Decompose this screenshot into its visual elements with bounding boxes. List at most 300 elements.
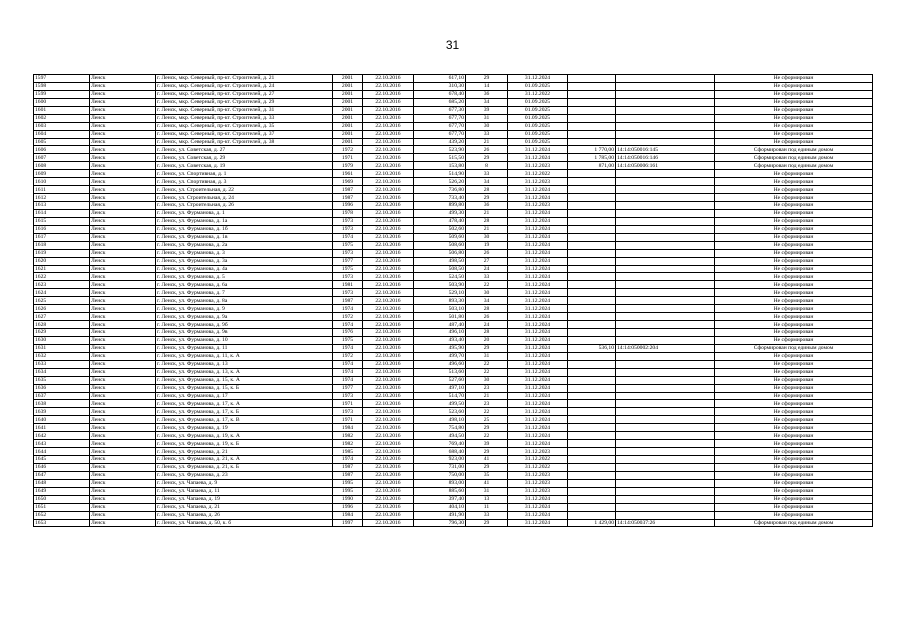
build-year-cell: 1982	[333, 432, 363, 440]
residents-cell: 22	[466, 368, 508, 376]
cadastral-number-cell	[616, 321, 715, 329]
settlement-cell: Ленск	[90, 241, 156, 249]
row-number-cell: 1616	[34, 225, 90, 233]
row-number-cell: 1600	[34, 98, 90, 106]
table-row	[34, 233, 873, 241]
settlement-cell: Ленск	[90, 289, 156, 297]
area-cell: 509,60	[414, 233, 466, 241]
address-cell: г. Ленск, ул. Фурманова, д. 3	[156, 249, 333, 257]
residents-cell: 29	[466, 344, 508, 352]
address-cell: г. Ленск, ул. Фурманова, д. 1	[156, 209, 333, 217]
address-cell: г. Ленск, ул. Фурманова, д. 3а	[156, 257, 333, 265]
table-row	[34, 376, 873, 384]
row-number-cell: 1639	[34, 408, 90, 416]
inclusion-date-cell: 22.10.2016	[363, 376, 414, 384]
table-row	[34, 217, 873, 225]
row-number-cell: 1652	[34, 511, 90, 519]
row-number-cell: 1615	[34, 217, 90, 225]
table-row	[34, 487, 873, 495]
cadastral-number-cell	[616, 479, 715, 487]
table-row	[34, 321, 873, 329]
build-year-cell: 1984	[333, 511, 363, 519]
inclusion-date-cell: 22.10.2016	[363, 289, 414, 297]
build-year-cell: 1995	[333, 479, 363, 487]
deadline-cell: 31.12.2024	[508, 408, 568, 416]
row-number-cell: 1601	[34, 106, 90, 114]
land-status-cell: Не сформирован	[715, 289, 873, 297]
settlement-cell: Ленск	[90, 90, 156, 98]
area-cell: 503,10	[414, 305, 466, 313]
row-number-cell: 1608	[34, 162, 90, 170]
cadastral-number-cell	[616, 122, 715, 130]
settlement-cell: Ленск	[90, 225, 156, 233]
inclusion-date-cell: 22.10.2016	[363, 154, 414, 162]
deadline-cell: 01.09.2025	[508, 82, 568, 90]
build-year-cell: 1987	[333, 471, 363, 479]
address-cell: г. Ленск, ул. Фурманова, д. 17, к. В	[156, 416, 333, 424]
residents-cell: 20	[466, 336, 508, 344]
address-cell: г. Ленск, ул. Советская, д. 27	[156, 146, 333, 154]
row-number-cell: 1646	[34, 463, 90, 471]
land-status-cell: Не сформирован	[715, 130, 873, 138]
cadastral-number-cell: 14:14:050002:204	[616, 344, 715, 352]
build-year-cell: 1973	[333, 249, 363, 257]
table-row	[34, 114, 873, 122]
table-row	[34, 456, 873, 464]
land-status-cell: Не сформирован	[715, 432, 873, 440]
address-cell: г. Ленск, мкр. Северный, пр-кт. Строителей, д. 37	[156, 130, 333, 138]
row-number-cell: 1606	[34, 146, 90, 154]
residents-cell: 30	[466, 289, 508, 297]
row-number-cell: 1638	[34, 400, 90, 408]
row-number-cell: 1653	[34, 519, 90, 527]
row-number-cell: 1604	[34, 130, 90, 138]
settlement-cell: Ленск	[90, 471, 156, 479]
land-area-cell	[568, 265, 616, 273]
land-area-cell	[568, 98, 616, 106]
settlement-cell: Ленск	[90, 424, 156, 432]
table-row	[34, 265, 873, 273]
deadline-cell: 31.12.2024	[508, 146, 568, 154]
residents-cell: 26	[466, 249, 508, 257]
inclusion-date-cell: 22.10.2016	[363, 273, 414, 281]
cadastral-number-cell: 14:14:050016:145	[616, 146, 715, 154]
residents-cell: 29	[466, 154, 508, 162]
row-number-cell: 1602	[34, 114, 90, 122]
deadline-cell: 31.12.2024	[508, 75, 568, 83]
cadastral-number-cell	[616, 432, 715, 440]
build-year-cell: 1972	[333, 146, 363, 154]
cadastral-number-cell	[616, 273, 715, 281]
deadline-cell: 01.09.2025	[508, 114, 568, 122]
cadastral-number-cell	[616, 225, 715, 233]
inclusion-date-cell: 22.10.2016	[363, 503, 414, 511]
inclusion-date-cell: 22.10.2016	[363, 408, 414, 416]
land-area-cell	[568, 257, 616, 265]
land-status-cell: Сформирован под единым домом	[715, 162, 873, 170]
settlement-cell: Ленск	[90, 162, 156, 170]
build-year-cell: 2001	[333, 90, 363, 98]
residents-cell: 23	[466, 400, 508, 408]
residents-cell: 36	[466, 90, 508, 98]
deadline-cell: 31.12.2024	[508, 265, 568, 273]
settlement-cell: Ленск	[90, 416, 156, 424]
area-cell: 508,60	[414, 241, 466, 249]
land-status-cell: Не сформирован	[715, 265, 873, 273]
table-row	[34, 241, 873, 249]
address-cell: г. Ленск, ул. Фурманова, д. 11, к. А	[156, 352, 333, 360]
inclusion-date-cell: 22.10.2016	[363, 336, 414, 344]
build-year-cell: 1974	[333, 368, 363, 376]
land-status-cell: Не сформирован	[715, 384, 873, 392]
inclusion-date-cell: 22.10.2016	[363, 495, 414, 503]
build-year-cell: 2001	[333, 75, 363, 83]
table-row	[34, 146, 873, 154]
cadastral-number-cell	[616, 440, 715, 448]
cadastral-number-cell	[616, 487, 715, 495]
build-year-cell: 1977	[333, 257, 363, 265]
inclusion-date-cell: 22.10.2016	[363, 297, 414, 305]
residents-cell: 29	[466, 75, 508, 83]
deadline-cell: 01.09.2025	[508, 106, 568, 114]
area-cell: 498,10	[414, 416, 466, 424]
land-status-cell: Не сформирован	[715, 202, 873, 210]
table-row	[34, 178, 873, 186]
land-area-cell	[568, 392, 616, 400]
row-number-cell: 1644	[34, 448, 90, 456]
deadline-cell: 31.12.2024	[508, 432, 568, 440]
inclusion-date-cell: 22.10.2016	[363, 233, 414, 241]
address-cell: г. Ленск, ул. Спортивная, д. 3	[156, 178, 333, 186]
table-row	[34, 329, 873, 337]
land-status-cell: Не сформирован	[715, 297, 873, 305]
address-cell: г. Ленск, ул. Фурманова, д. 19	[156, 424, 333, 432]
inclusion-date-cell: 22.10.2016	[363, 130, 414, 138]
table-row	[34, 416, 873, 424]
land-status-cell: Не сформирован	[715, 360, 873, 368]
land-status-cell: Не сформирован	[715, 138, 873, 146]
cadastral-number-cell: 14:14:050037:26	[616, 519, 715, 527]
address-cell: г. Ленск, ул. Фурманова, д. 6а	[156, 281, 333, 289]
table-row	[34, 154, 873, 162]
land-area-cell	[568, 233, 616, 241]
inclusion-date-cell: 22.10.2016	[363, 519, 414, 527]
residents-cell: 30	[466, 376, 508, 384]
inclusion-date-cell: 22.10.2016	[363, 432, 414, 440]
land-status-cell: Не сформирован	[715, 424, 873, 432]
land-area-cell	[568, 352, 616, 360]
area-cell: 487,40	[414, 321, 466, 329]
area-cell: 514,90	[414, 170, 466, 178]
land-status-cell: Сформирован под единым домом	[715, 154, 873, 162]
area-cell: 153,80	[414, 162, 466, 170]
area-cell: 523,60	[414, 408, 466, 416]
land-area-cell	[568, 503, 616, 511]
build-year-cell: 1973	[333, 392, 363, 400]
build-year-cell: 1987	[333, 186, 363, 194]
inclusion-date-cell: 22.10.2016	[363, 440, 414, 448]
address-cell: г. Ленск, ул. Фурманова, д. 4а	[156, 265, 333, 273]
row-number-cell: 1645	[34, 456, 90, 464]
deadline-cell: 01.09.2025	[508, 130, 568, 138]
build-year-cell: 1996	[333, 503, 363, 511]
settlement-cell: Ленск	[90, 170, 156, 178]
land-status-cell: Не сформирован	[715, 217, 873, 225]
row-number-cell: 1637	[34, 392, 90, 400]
land-area-cell: 1 770,00	[568, 146, 616, 154]
table-row	[34, 297, 873, 305]
inclusion-date-cell: 22.10.2016	[363, 416, 414, 424]
cadastral-number-cell	[616, 249, 715, 257]
deadline-cell: 31.12.2024	[508, 440, 568, 448]
area-cell: 923,00	[414, 456, 466, 464]
cadastral-number-cell	[616, 186, 715, 194]
cadastral-number-cell	[616, 138, 715, 146]
residents-cell: 31	[466, 352, 508, 360]
build-year-cell: 2001	[333, 130, 363, 138]
land-area-cell	[568, 400, 616, 408]
area-cell: 685,20	[414, 98, 466, 106]
settlement-cell: Ленск	[90, 194, 156, 202]
deadline-cell: 01.09.2025	[508, 98, 568, 106]
area-cell: 491,90	[414, 511, 466, 519]
land-area-cell	[568, 273, 616, 281]
land-area-cell	[568, 82, 616, 90]
cadastral-number-cell	[616, 408, 715, 416]
land-area-cell	[568, 495, 616, 503]
cadastral-number-cell	[616, 384, 715, 392]
address-cell: г. Ленск, ул. Фурманова, д. 19, к. Б	[156, 440, 333, 448]
row-number-cell: 1632	[34, 352, 90, 360]
residents-cell: 39	[466, 106, 508, 114]
row-number-cell: 1621	[34, 265, 90, 273]
area-cell: 499,50	[414, 400, 466, 408]
cadastral-number-cell	[616, 503, 715, 511]
settlement-cell: Ленск	[90, 122, 156, 130]
area-cell: 617,10	[414, 75, 466, 83]
inclusion-date-cell: 22.10.2016	[363, 360, 414, 368]
cadastral-number-cell	[616, 209, 715, 217]
inclusion-date-cell: 22.10.2016	[363, 392, 414, 400]
row-number-cell: 1611	[34, 186, 90, 194]
residents-cell: 31	[466, 114, 508, 122]
land-status-cell: Не сформирован	[715, 233, 873, 241]
land-status-cell: Не сформирован	[715, 273, 873, 281]
land-status-cell: Не сформирован	[715, 122, 873, 130]
deadline-cell: 31.12.2024	[508, 416, 568, 424]
land-status-cell: Не сформирован	[715, 416, 873, 424]
area-cell: 731,00	[414, 463, 466, 471]
inclusion-date-cell: 22.10.2016	[363, 265, 414, 273]
build-year-cell: 1987	[333, 194, 363, 202]
build-year-cell: 1973	[333, 217, 363, 225]
row-number-cell: 1629	[34, 329, 90, 337]
area-cell: 678,40	[414, 90, 466, 98]
settlement-cell: Ленск	[90, 178, 156, 186]
cadastral-number-cell	[616, 456, 715, 464]
table-row	[34, 384, 873, 392]
deadline-cell: 31.12.2024	[508, 257, 568, 265]
area-cell: 688,40	[414, 448, 466, 456]
area-cell: 523,90	[414, 146, 466, 154]
settlement-cell: Ленск	[90, 360, 156, 368]
deadline-cell: 31.12.2024	[508, 360, 568, 368]
cadastral-number-cell	[616, 217, 715, 225]
address-cell: г. Ленск, мкр. Северный, пр-кт. Строителей, д. 27	[156, 90, 333, 98]
address-cell: г. Ленск, ул. Фурманова, д. 23	[156, 471, 333, 479]
table-row	[34, 98, 873, 106]
address-cell: г. Ленск, мкр. Северный, пр-кт. Строителей, д. 29	[156, 98, 333, 106]
inclusion-date-cell: 22.10.2016	[363, 471, 414, 479]
cadastral-number-cell	[616, 241, 715, 249]
land-status-cell: Не сформирован	[715, 511, 873, 519]
deadline-cell: 31.12.2024	[508, 376, 568, 384]
table-row	[34, 194, 873, 202]
build-year-cell: 1973	[333, 289, 363, 297]
cadastral-number-cell	[616, 114, 715, 122]
table-row	[34, 471, 873, 479]
land-status-cell: Не сформирован	[715, 503, 873, 511]
land-area-cell	[568, 456, 616, 464]
settlement-cell: Ленск	[90, 265, 156, 273]
deadline-cell: 31.12.2024	[508, 511, 568, 519]
area-cell: 524,50	[414, 273, 466, 281]
cadastral-number-cell	[616, 90, 715, 98]
cadastral-number-cell	[616, 194, 715, 202]
address-cell: г. Ленск, ул. Фурманова, д. 15, к. Б	[156, 384, 333, 392]
address-cell: г. Ленск, мкр. Северный, пр-кт. Строителей, д. 31	[156, 106, 333, 114]
land-status-cell: Не сформирован	[715, 463, 873, 471]
deadline-cell: 31.12.2022	[508, 90, 568, 98]
deadline-cell: 31.12.2023	[508, 471, 568, 479]
build-year-cell: 1995	[333, 487, 363, 495]
settlement-cell: Ленск	[90, 384, 156, 392]
table-row	[34, 305, 873, 313]
residents-cell: 29	[466, 424, 508, 432]
address-cell: г. Ленск, ул. Фурманова, д. 9в	[156, 329, 333, 337]
deadline-cell: 31.12.2023	[508, 479, 568, 487]
table-row	[34, 479, 873, 487]
cadastral-number-cell	[616, 448, 715, 456]
deadline-cell: 31.12.2023	[508, 178, 568, 186]
table-row	[34, 392, 873, 400]
deadline-cell: 31.12.2024	[508, 225, 568, 233]
address-cell: г. Ленск, ул. Советская, д. 29	[156, 154, 333, 162]
settlement-cell: Ленск	[90, 503, 156, 511]
address-cell: г. Ленск, ул. Фурманова, д. 9	[156, 305, 333, 313]
build-year-cell: 1984	[333, 424, 363, 432]
address-cell: г. Ленск, ул. Чапаева, д. 21	[156, 503, 333, 511]
table-row	[34, 400, 873, 408]
cadastral-number-cell	[616, 289, 715, 297]
land-area-cell	[568, 209, 616, 217]
address-cell: г. Ленск, ул. Фурманова, д. 13, к. А	[156, 368, 333, 376]
residents-cell: 21	[466, 225, 508, 233]
inclusion-date-cell: 22.10.2016	[363, 313, 414, 321]
table-row	[34, 225, 873, 233]
table-row	[34, 138, 873, 146]
build-year-cell: 2001	[333, 138, 363, 146]
area-cell: 750,00	[414, 471, 466, 479]
address-cell: г. Ленск, ул. Фурманова, д. 17, к. Б	[156, 408, 333, 416]
inclusion-date-cell: 22.10.2016	[363, 106, 414, 114]
build-year-cell: 2001	[333, 106, 363, 114]
settlement-cell: Ленск	[90, 519, 156, 527]
address-cell: г. Ленск, ул. Спортивная, д. 1	[156, 170, 333, 178]
cadastral-number-cell	[616, 98, 715, 106]
land-status-cell: Не сформирован	[715, 495, 873, 503]
settlement-cell: Ленск	[90, 130, 156, 138]
table-row	[34, 352, 873, 360]
build-year-cell: 1969	[333, 178, 363, 186]
settlement-cell: Ленск	[90, 233, 156, 241]
settlement-cell: Ленск	[90, 75, 156, 83]
residents-cell: 31	[466, 487, 508, 495]
build-year-cell: 1974	[333, 456, 363, 464]
row-number-cell: 1635	[34, 376, 90, 384]
build-year-cell: 1975	[333, 265, 363, 273]
row-number-cell: 1627	[34, 313, 90, 321]
cadastral-number-cell	[616, 106, 715, 114]
cadastral-number-cell	[616, 416, 715, 424]
residents-cell: 22	[466, 432, 508, 440]
land-area-cell	[568, 90, 616, 98]
land-area-cell: 871,00	[568, 162, 616, 170]
area-cell: 677,30	[414, 106, 466, 114]
row-number-cell: 1640	[34, 416, 90, 424]
build-year-cell: 1996	[333, 202, 363, 210]
settlement-cell: Ленск	[90, 511, 156, 519]
inclusion-date-cell: 22.10.2016	[363, 448, 414, 456]
table-row	[34, 130, 873, 138]
land-status-cell: Не сформирован	[715, 194, 873, 202]
land-status-cell: Сформирован под единым домом	[715, 519, 873, 527]
address-cell: г. Ленск, ул. Строительная, д. 26	[156, 202, 333, 210]
land-status-cell: Не сформирован	[715, 257, 873, 265]
row-number-cell: 1623	[34, 281, 90, 289]
inclusion-date-cell: 22.10.2016	[363, 138, 414, 146]
land-area-cell	[568, 241, 616, 249]
table-row	[34, 511, 873, 519]
inclusion-date-cell: 22.10.2016	[363, 511, 414, 519]
area-cell: 478,40	[414, 217, 466, 225]
deadline-cell: 31.12.2024	[508, 368, 568, 376]
deadline-cell: 31.12.2023	[508, 448, 568, 456]
settlement-cell: Ленск	[90, 440, 156, 448]
address-cell: г. Ленск, ул. Фурманова, д. 9а	[156, 313, 333, 321]
settlement-cell: Ленск	[90, 138, 156, 146]
table-body	[34, 75, 873, 527]
land-status-cell: Не сформирован	[715, 376, 873, 384]
land-area-cell	[568, 440, 616, 448]
inclusion-date-cell: 22.10.2016	[363, 249, 414, 257]
land-status-cell: Не сформирован	[715, 75, 873, 83]
residents-cell: 39	[466, 440, 508, 448]
address-cell: г. Ленск, ул. Чапаева, д. 9	[156, 479, 333, 487]
inclusion-date-cell: 22.10.2016	[363, 344, 414, 352]
settlement-cell: Ленск	[90, 463, 156, 471]
build-year-cell: 1981	[333, 281, 363, 289]
residents-cell: 26	[466, 313, 508, 321]
area-cell: 494,50	[414, 432, 466, 440]
address-cell: г. Ленск, ул. Фурманова, д. 10	[156, 336, 333, 344]
cadastral-number-cell	[616, 495, 715, 503]
deadline-cell: 31.12.2024	[508, 281, 568, 289]
settlement-cell: Ленск	[90, 432, 156, 440]
build-year-cell: 1973	[333, 273, 363, 281]
address-cell: г. Ленск, мкр. Северный, пр-кт. Строителей, д. 33	[156, 114, 333, 122]
area-cell: 513,60	[414, 368, 466, 376]
